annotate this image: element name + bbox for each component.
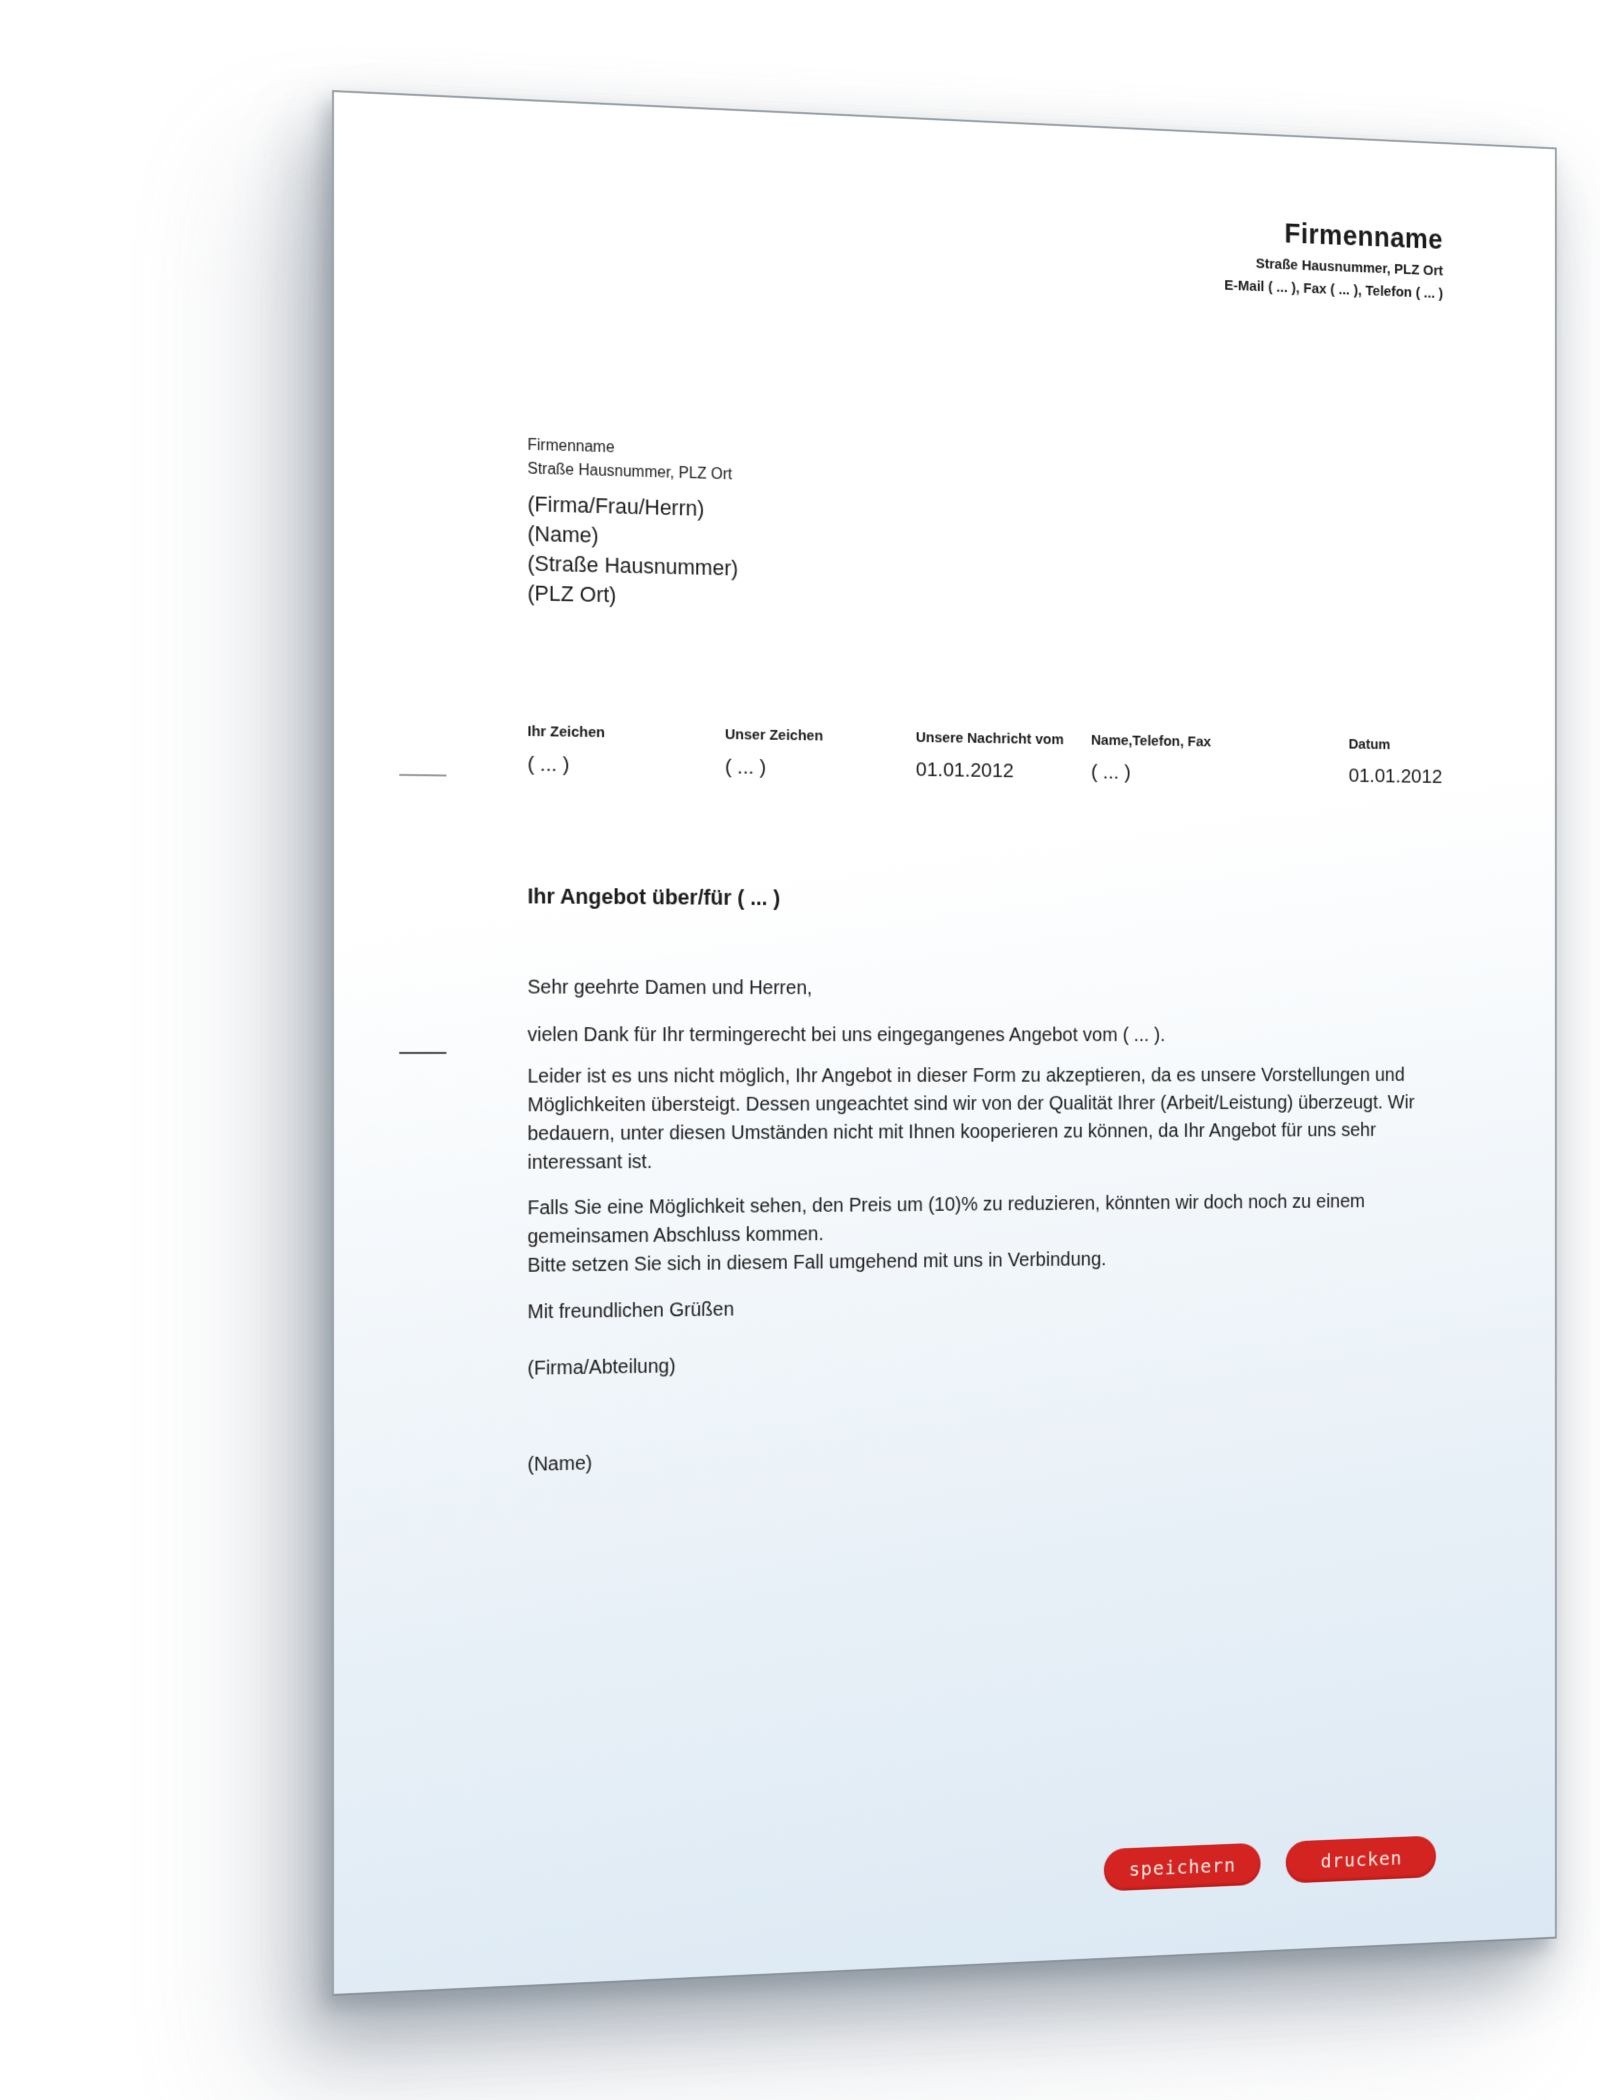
print-button[interactable]: drucken (1286, 1835, 1436, 1883)
ref-value: 01.01.2012 (1348, 764, 1443, 788)
recipient-line: (Name) (527, 521, 599, 548)
action-buttons (1104, 1834, 1464, 1895)
ref-label: Ihr Zeichen (527, 723, 606, 742)
salutation: Sehr geehrte Damen und Herren, (527, 976, 813, 1000)
letterhead-company-name: Firmenname (1284, 218, 1444, 256)
recipient-block (527, 489, 738, 612)
ref-value: 01.01.2012 (915, 758, 1014, 783)
save-button[interactable]: speichern (1104, 1843, 1261, 1892)
ref-label: Datum (1348, 736, 1391, 753)
letterhead-address: Straße Hausnummer, PLZ Ort (1255, 255, 1444, 280)
signature-name: (Name) (527, 1452, 593, 1476)
sender-line (527, 434, 732, 487)
sender-address: Straße Hausnummer, PLZ Ort (527, 460, 733, 484)
ref-value: ( ... ) (724, 755, 767, 779)
body-paragraph-1: vielen Dank für Ihr termingerecht bei uns eingegangenes Angebot vom ( ... ). (527, 1024, 1166, 1046)
body-paragraph-3-line-1: Falls Sie eine Möglichkeit sehen, den Preis um (10)% zu reduzieren, könnten wir doch noch zu einem gemeinsamen Abschluss kommen. (527, 1191, 1365, 1249)
ref-col-unser-zeichen (725, 726, 823, 780)
recipient-line: (Firma/Frau/Herrn) (527, 491, 705, 521)
ref-value: ( ... ) (1091, 760, 1131, 784)
body-paragraph-2: Leider ist es uns nicht möglich, Ihr Angebot in dieser Form zu akzeptieren, da es unsere Vorstellungen und Möglichkeiten übersteigt. Dessen ungeachtet sind wir von der Qualität Ihrer (Arbeit/Leistung) überzeugt. Wir bedauern, unter diesen Umständen nicht mit Ihnen kooperieren zu können, da Ihr Angebot für uns sehr interessant ist. (527, 1064, 1415, 1174)
ref-col-datum (1349, 736, 1443, 789)
subject-line: Ihr Angebot über/für ( ... ) (527, 883, 781, 911)
fold-mark-top (399, 774, 446, 777)
fold-mark-center (399, 1052, 446, 1054)
ref-label: Unser Zeichen (724, 726, 824, 745)
recipient-line: (Straße Hausnummer) (527, 550, 739, 581)
letter-page (332, 90, 1557, 1996)
closing-line: Mit freundlichen Grüßen (527, 1298, 735, 1324)
ref-label: Name,Telefon, Fax (1091, 732, 1212, 751)
letterhead-contact: E-Mail ( ... ), Fax ( ... ), Telefon ( ... ) (1224, 277, 1444, 303)
ref-label: Unsere Nachricht vom (915, 729, 1064, 749)
signature-company: (Firma/Abteilung) (527, 1355, 676, 1380)
body-paragraph-3-line-2: Bitte setzen Sie sich in diesem Fall umgehend mit uns in Verbindung. (527, 1248, 1107, 1277)
ref-col-unsere-nachricht (916, 729, 1064, 783)
recipient-line: (PLZ Ort) (527, 580, 617, 608)
ref-col-ihr-zeichen (527, 723, 605, 778)
letterhead (1224, 216, 1443, 302)
ref-value: ( ... ) (527, 752, 570, 777)
ref-col-name-telefon-fax (1091, 732, 1211, 786)
sender-company: Firmenname (527, 436, 615, 457)
